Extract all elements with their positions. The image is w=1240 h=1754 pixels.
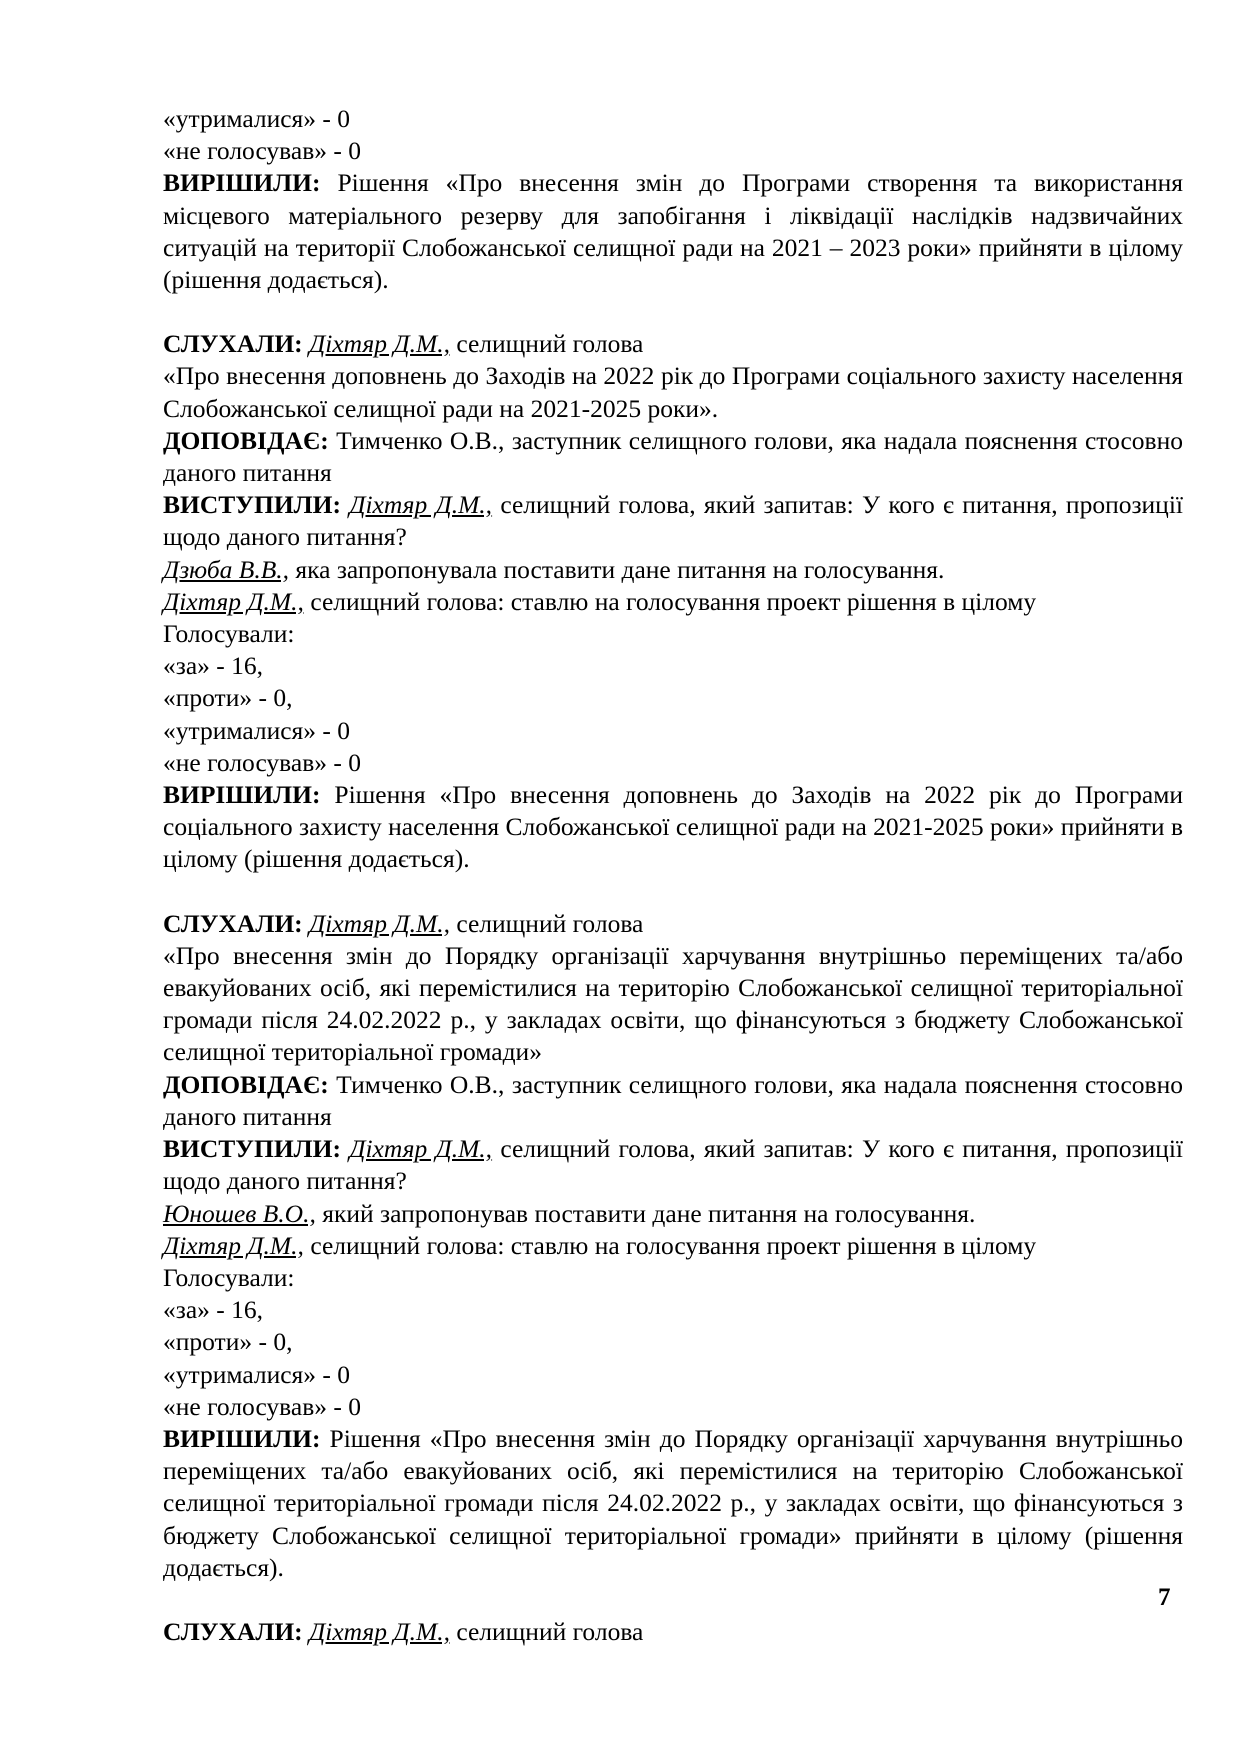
- decision-label: ВИРІШИЛИ:: [163, 1423, 321, 1453]
- speakers-label: ВИСТУПИЛИ:: [163, 490, 341, 520]
- decision-paragraph: [163, 779, 1183, 876]
- page-number: 7: [1158, 1584, 1171, 1611]
- reporter-label: ДОПОВІДАЄ:: [163, 1069, 329, 1099]
- heard-name: Діхтяр Д.М.,: [309, 908, 450, 938]
- proposal-text: який запропонував поставити дане питання на голосування.: [315, 1198, 976, 1228]
- decision-paragraph: [163, 167, 1183, 296]
- reporter-paragraph: [163, 1069, 1183, 1133]
- decision-paragraph: [163, 1423, 1183, 1584]
- heard-role: селищний голова: [449, 1616, 644, 1646]
- speakers-paragraph: [163, 1133, 1183, 1197]
- speakers-label: ВИСТУПИЛИ:: [163, 1134, 341, 1164]
- vote-against: «проти» - 0,: [163, 683, 293, 713]
- proposer-name: Дзюба В.В.,: [163, 554, 290, 584]
- agenda-item-title: «Про внесення доповнень до Заходів на 2022 рік до Програми соціального захисту населення Слобожанської селищної ради на 2021-2025 роки».: [163, 361, 1183, 423]
- heard-label: СЛУХАЛИ:: [163, 908, 303, 938]
- proposal-line: [163, 1198, 1183, 1230]
- speakers-paragraph: [163, 489, 1183, 553]
- put-to-vote-line: [163, 1230, 1183, 1262]
- vote-abstained: «утрималися» - 0: [163, 1359, 351, 1389]
- heard-label: СЛУХАЛИ:: [163, 329, 303, 359]
- decision-text: Рішення «Про внесення змін до Порядку організації харчування внутрішньо переміщених та/або евакуйованих осіб, які перемістилися на територію Слобожанської селищної територіальної громади після 24.02.2022 р., у закладах освіти, що фінансуються з бюджету Слобожанської селищної територіальної громади» прийняти в цілому (рішення додається).: [163, 1423, 1183, 1582]
- speaker-text: селищний голова, який запитав: У кого є питання, пропозиції щодо даного питання?: [163, 1134, 1183, 1196]
- voted-label: Голосували:: [163, 619, 295, 649]
- speaker-name: Діхтяр Д.М.,: [349, 1134, 493, 1164]
- decision-label: ВИРІШИЛИ:: [163, 780, 321, 810]
- vote-abstained: «утрималися» - 0: [163, 104, 351, 133]
- agenda-item-title: «Про внесення змін до Порядку організації харчування внутрішньо переміщених та/або евакуйованих осіб, які перемістилися на територію Слобожанської селищної територіальної громади після 24.02.2022 р., у закладах освіти, що фінансуються з бюджету Слобожанської селищної територіальної громади»: [163, 940, 1183, 1067]
- put-to-vote-text: селищний голова: ставлю на голосування проект рішення в цілому: [303, 1230, 1037, 1260]
- heard-line: [163, 328, 1183, 360]
- speaker-name: Діхтяр Д.М.,: [349, 490, 493, 520]
- reporter-paragraph: [163, 425, 1183, 489]
- decision-text: Рішення «Про внесення змін до Програми створення та використання місцевого матеріального резерву для запобігання і ліквідації наслідків надзвичайних ситуацій на території Слобожанської селищної ради на 2021 – 2023 роки» прийняти в цілому (рішення додається).: [163, 168, 1183, 295]
- proposal-line: [163, 554, 1183, 586]
- vote-not-voted: «не голосував» - 0: [163, 1391, 361, 1421]
- vote-not-voted: «не голосував» - 0: [163, 136, 361, 166]
- section-gap: [163, 296, 1183, 328]
- section-gap: [163, 876, 1183, 908]
- voted-label: Голосували:: [163, 1262, 295, 1292]
- chair-name: Діхтяр Д.М.,: [163, 586, 304, 616]
- heard-role: селищний голова: [449, 329, 644, 359]
- decision-label: ВИРІШИЛИ:: [163, 168, 321, 198]
- heard-name: Діхтяр Д.М.,: [309, 1616, 450, 1646]
- reporter-text: Тимченко О.В., заступник селищного голови, яка надала пояснення стосовно даного питання: [163, 1069, 1183, 1131]
- decision-text: Рішення «Про внесення доповнень до Заходів на 2022 рік до Програми соціального захисту населення Слобожанської селищної ради на 2021-2025 роки» прийняти в цілому (рішення додається).: [163, 780, 1183, 874]
- heard-line: [163, 1616, 1183, 1648]
- document-page: [163, 103, 1183, 1648]
- proposal-text: яка запропонувала поставити дане питання на голосування.: [289, 554, 945, 584]
- heard-role: селищний голова: [449, 908, 644, 938]
- heard-label: СЛУХАЛИ:: [163, 1616, 303, 1646]
- section-gap: [163, 1584, 1183, 1616]
- put-to-vote-text: селищний голова: ставлю на голосування проект рішення в цілому: [303, 586, 1037, 616]
- heard-name: Діхтяр Д.М.,: [309, 329, 450, 359]
- vote-abstained: «утрималися» - 0: [163, 715, 351, 745]
- reporter-text: Тимченко О.В., заступник селищного голови, яка надала пояснення стосовно даного питання: [163, 425, 1183, 488]
- vote-for: «за» - 16,: [163, 1295, 264, 1325]
- vote-against: «проти» - 0,: [163, 1327, 293, 1357]
- put-to-vote-line: [163, 586, 1183, 618]
- heard-line: [163, 908, 1183, 940]
- vote-for: «за» - 16,: [163, 651, 264, 681]
- vote-not-voted: «не голосував» - 0: [163, 747, 361, 777]
- speaker-text: селищний голова, який запитав: У кого є питання, пропозиції щодо даного питання?: [163, 490, 1183, 552]
- chair-name: Діхтяр Д.М.,: [163, 1230, 304, 1260]
- reporter-label: ДОПОВІДАЄ:: [163, 425, 329, 455]
- proposer-name: Юношев В.О.,: [163, 1198, 316, 1228]
